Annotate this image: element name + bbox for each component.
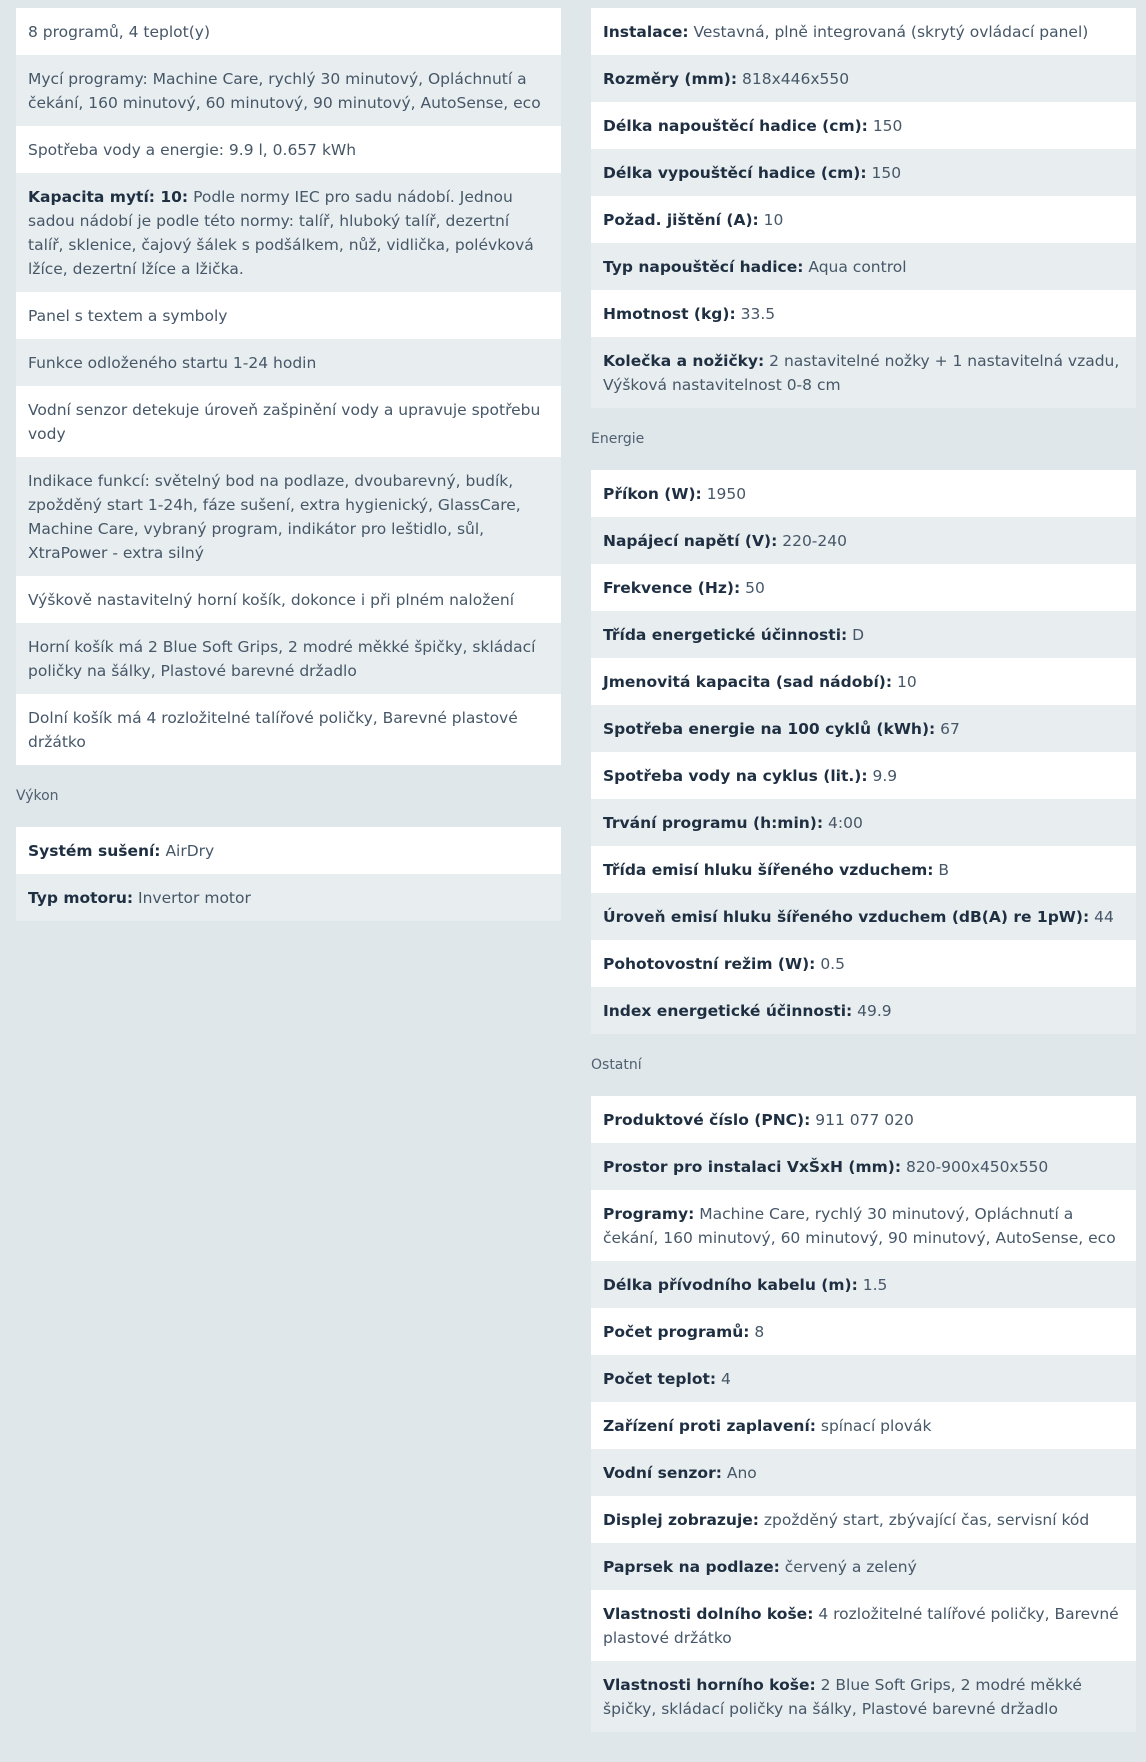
spec-row: [591, 102, 1136, 149]
spec-row: [591, 290, 1136, 337]
spec-key: Kolečka a nožičky:: [603, 352, 765, 370]
spec-row: [591, 1355, 1136, 1402]
installation-list: [591, 8, 1136, 408]
section-heading-vykon: Výkon: [16, 788, 59, 804]
spec-key: Typ napouštěcí hadice:: [603, 258, 804, 276]
spec-row: [591, 149, 1136, 196]
spec-key: Vlastnosti dolního koše:: [603, 1605, 814, 1623]
spec-row: [591, 611, 1136, 658]
spec-row: [591, 1261, 1136, 1308]
spec-value: Vestavná, plně integrovaná (skrytý ovládací panel): [688, 23, 1089, 41]
spec-value: Spotřeba vody a energie: 9.9 l, 0.657 kWh: [28, 141, 357, 159]
spec-key: Úroveň emisí hluku šířeného vzduchem (dB(A) re 1pW):: [603, 908, 1090, 926]
spec-key: Příkon (W):: [603, 485, 702, 503]
spec-key: Prostor pro instalaci VxŠxH (mm):: [603, 1158, 902, 1176]
spec-row: [591, 196, 1136, 243]
spec-row: [16, 55, 561, 126]
spec-row: [591, 1496, 1136, 1543]
spec-value: 2 nastavitelné nožky + 1 nastavitelná vzadu, Výšková nastavitelnost 0-8 cm: [603, 352, 1120, 394]
spec-value: 150: [867, 117, 903, 135]
spec-value: 820-900x450x550: [901, 1158, 1049, 1176]
spec-value: 911 077 020: [810, 1111, 914, 1129]
spec-value: 150: [866, 164, 902, 182]
spec-value: Dolní košík má 4 rozložitelné talířové poličky, Barevné plastové držátko: [28, 709, 518, 751]
spec-row: [16, 292, 561, 339]
spec-row: [591, 987, 1136, 1034]
spec-key: Vodní senzor:: [603, 1464, 722, 1482]
spec-row: [16, 386, 561, 457]
spec-key: Zařízení proti zaplavení:: [603, 1417, 816, 1435]
spec-key: Délka přívodního kabelu (m):: [603, 1276, 858, 1294]
spec-key: Produktové číslo (PNC):: [603, 1111, 811, 1129]
spec-value: Ano: [721, 1464, 757, 1482]
spec-row: [16, 457, 561, 576]
spec-value: AirDry: [160, 842, 215, 860]
spec-value: Funkce odloženého startu 1-24 hodin: [28, 354, 317, 372]
spec-value: červený a zelený: [779, 1558, 917, 1576]
spec-row: [591, 564, 1136, 611]
spec-value: 33.5: [735, 305, 776, 323]
spec-row: [591, 517, 1136, 564]
spec-value: 9.9: [867, 767, 898, 785]
spec-key: Systém sušení:: [28, 842, 161, 860]
section-heading-ostatni: Ostatní: [591, 1057, 642, 1073]
spec-row: [591, 243, 1136, 290]
spec-row: [16, 339, 561, 386]
spec-value: 818x446x550: [737, 70, 850, 88]
spec-value: Indikace funkcí: světelný bod na podlaze, dvoubarevný, budík, zpožděný start 1-24h, fáze sušení, extra hygienický, GlassCare, Machine Care, vybraný program, indikátor pro leštidlo, sůl, XtraPower - extra silný: [28, 472, 521, 562]
spec-key: Spotřeba energie na 100 cyklů (kWh):: [603, 720, 936, 738]
spec-value: Výškově nastavitelný horní košík, dokonce i při plném naložení: [28, 591, 515, 609]
spec-key: Paprsek na podlaze:: [603, 1558, 780, 1576]
spec-key: Počet teplot:: [603, 1370, 717, 1388]
spec-key: Displej zobrazuje:: [603, 1511, 759, 1529]
spec-key: Vlastnosti horního koše:: [603, 1676, 816, 1694]
spec-value: Mycí programy: Machine Care, rychlý 30 minutový, Opláchnutí a čekání, 160 minutový, 60 minutový, 90 minutový, AutoSense, eco: [28, 70, 541, 112]
spec-row: [591, 470, 1136, 517]
spec-row: [591, 1190, 1136, 1261]
spec-value: 220-240: [777, 532, 847, 550]
spec-value: 1.5: [857, 1276, 888, 1294]
spec-key: Spotřeba vody na cyklus (lit.):: [603, 767, 868, 785]
spec-key: Pohotovostní režim (W):: [603, 955, 816, 973]
spec-row: [591, 799, 1136, 846]
spec-value: 4:00: [823, 814, 863, 832]
spec-row: [16, 874, 561, 921]
spec-key: Napájecí napětí (V):: [603, 532, 778, 550]
vykon-list: [16, 827, 561, 921]
spec-row: [16, 126, 561, 173]
spec-value: Podle normy IEC pro sadu nádobí. Jednou sadou nádobí je podle této normy: talíř, hluboký talíř, dezertní talíř, sklenice, čajový šálek s podšálkem, nůž, vidlička, polévková lžíce, dezertní lžíce a lžička.: [28, 188, 534, 278]
spec-value: Vodní senzor detekuje úroveň zašpinění vody a upravuje spotřebu vody: [28, 401, 541, 443]
spec-value: Invertor motor: [133, 889, 251, 907]
spec-key: Programy:: [603, 1205, 695, 1223]
spec-row: [591, 8, 1136, 55]
spec-value: 4 rozložitelné talířové poličky, Barevné plastové držátko: [603, 1605, 1119, 1647]
energie-list: [591, 470, 1136, 1034]
spec-key: Instalace:: [603, 23, 689, 41]
spec-value: 4: [716, 1370, 731, 1388]
spec-row: [16, 8, 561, 55]
spec-row: [16, 173, 561, 292]
spec-row: [591, 1402, 1136, 1449]
spec-value: Horní košík má 2 Blue Soft Grips, 2 modré měkké špičky, skládací poličky na šálky, Plastové barevné držadlo: [28, 638, 536, 680]
spec-row: [591, 1661, 1136, 1732]
spec-row: [16, 576, 561, 623]
spec-value: B: [933, 861, 950, 879]
spec-row: [591, 658, 1136, 705]
spec-value: 67: [935, 720, 960, 738]
spec-key: Index energetické účinnosti:: [603, 1002, 853, 1020]
spec-key: Délka napouštěcí hadice (cm):: [603, 117, 868, 135]
spec-value: Aqua control: [803, 258, 907, 276]
spec-value: spínací plovák: [815, 1417, 932, 1435]
spec-value: 49.9: [852, 1002, 892, 1020]
spec-row: [16, 623, 561, 694]
left-column: [16, 8, 561, 921]
spec-row: [591, 752, 1136, 799]
spec-row: [591, 893, 1136, 940]
spec-row: [591, 1543, 1136, 1590]
spec-value: 10: [892, 673, 917, 691]
spec-key: Třída energetické účinnosti:: [603, 626, 848, 644]
spec-key: Třída emisí hluku šířeného vzduchem:: [603, 861, 934, 879]
spec-value: Panel s textem a symboly: [28, 307, 228, 325]
spec-value: 44: [1089, 908, 1114, 926]
ostatni-list: [591, 1096, 1136, 1732]
spec-row: [591, 940, 1136, 987]
spec-value: D: [847, 626, 865, 644]
spec-row: [591, 1143, 1136, 1190]
spec-value: zpožděný start, zbývající čas, servisní kód: [758, 1511, 1090, 1529]
spec-value: 10: [758, 211, 784, 229]
spec-value: 50: [740, 579, 765, 597]
spec-value: 1950: [701, 485, 747, 503]
spec-key: Požad. jištění (A):: [603, 211, 759, 229]
spec-row: [591, 55, 1136, 102]
features-list: [16, 8, 561, 765]
spec-key: Jmenovitá kapacita (sad nádobí):: [603, 673, 893, 691]
spec-value: 0.5: [815, 955, 845, 973]
spec-key: Počet programů:: [603, 1323, 750, 1341]
spec-key: Rozměry (mm):: [603, 70, 738, 88]
spec-value: 2 Blue Soft Grips, 2 modré měkké špičky, skládací poličky na šálky, Plastové barevné držadlo: [603, 1676, 1082, 1718]
spec-row: [591, 1449, 1136, 1496]
spec-row: [591, 705, 1136, 752]
spec-key: Hmotnost (kg):: [603, 305, 736, 323]
spec-row: [591, 846, 1136, 893]
spec-value: 8 programů, 4 teplot(y): [28, 23, 211, 41]
section-heading-energie: Energie: [591, 431, 645, 447]
spec-row: [16, 694, 561, 765]
spec-row: [591, 1096, 1136, 1143]
right-column: [591, 8, 1136, 1732]
spec-row: [16, 827, 561, 874]
spec-key: Frekvence (Hz):: [603, 579, 741, 597]
spec-key: Typ motoru:: [28, 889, 134, 907]
spec-row: [591, 1590, 1136, 1661]
spec-key: Kapacita mytí: 10:: [28, 188, 189, 206]
spec-value: Machine Care, rychlý 30 minutový, Opláchnutí a čekání, 160 minutový, 60 minutový, 90 minutový, AutoSense, eco: [603, 1205, 1116, 1247]
spec-key: Délka vypouštěcí hadice (cm):: [603, 164, 867, 182]
spec-row: [591, 337, 1136, 408]
spec-value: 8: [749, 1323, 765, 1341]
spec-row: [591, 1308, 1136, 1355]
spec-key: Trvání programu (h:min):: [603, 814, 824, 832]
